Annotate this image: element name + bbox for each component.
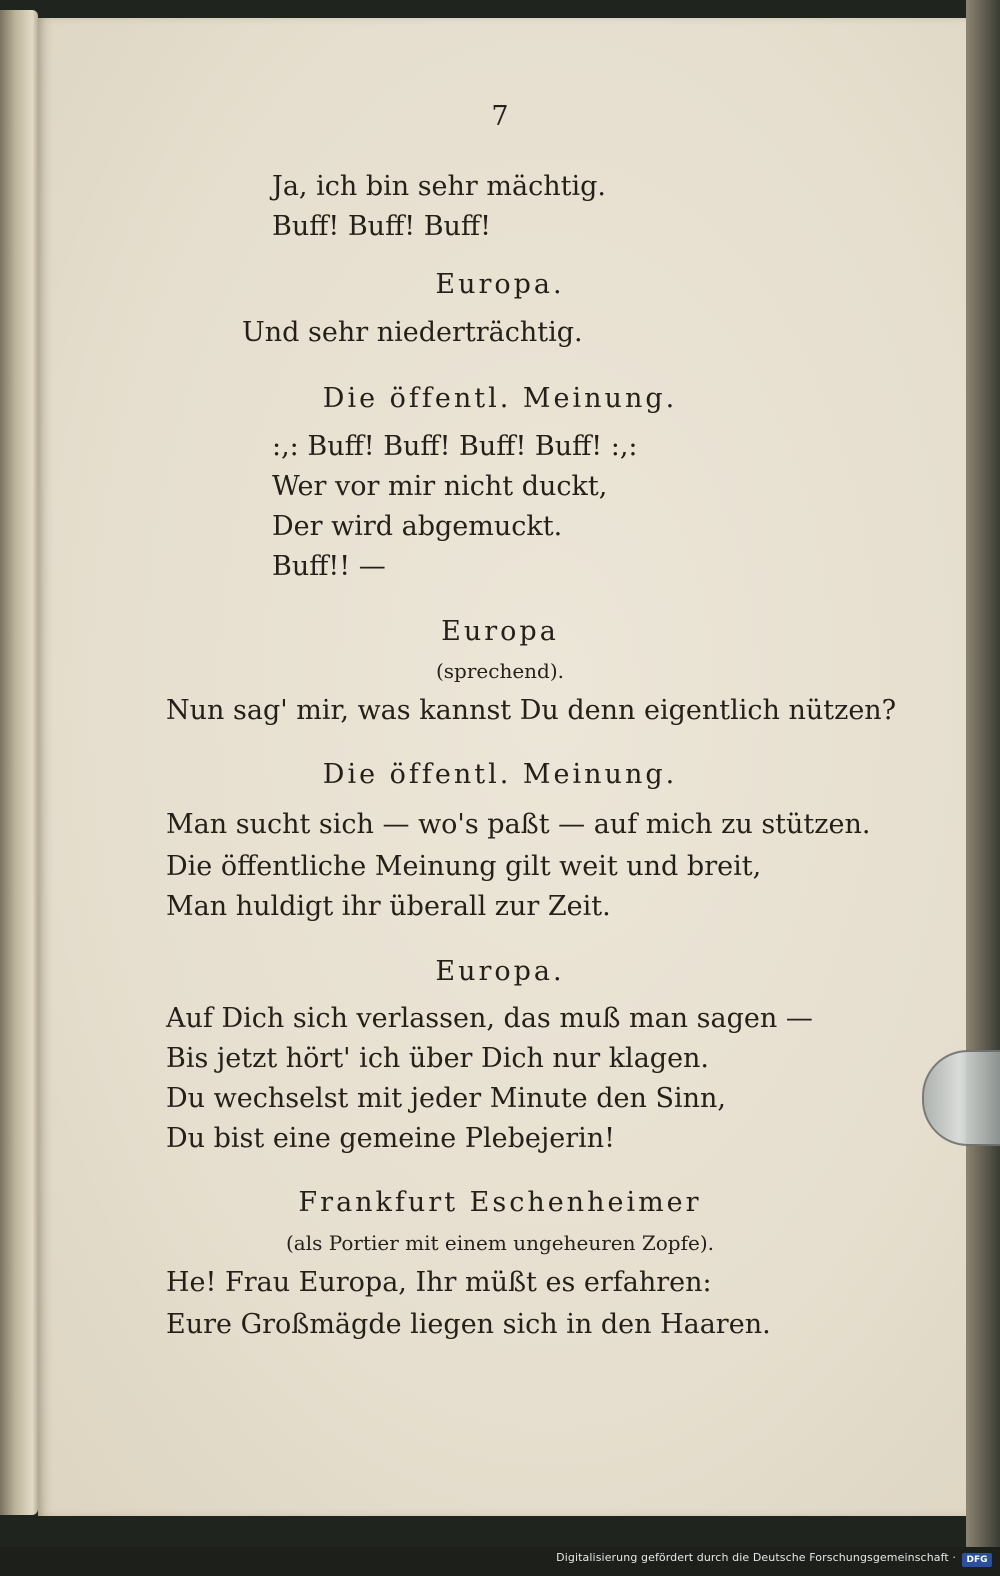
verse-line: Buff!! — [272, 551, 386, 582]
verse-line: Auf Dich sich verlassen, das muß man sagen — [166, 1003, 813, 1034]
verse-line: Wer vor mir nicht duckt, [272, 471, 608, 502]
verse-line: Eure Großmägde liegen sich in den Haaren. [166, 1309, 771, 1340]
speaker-heading: Die öffentl. Meinung. [322, 383, 678, 414]
verse-line: Du wechselst mit jeder Minute den Sinn, [166, 1083, 726, 1114]
right-binding-strip [966, 0, 1000, 1576]
verse-line: Buff! Buff! Buff! [272, 211, 491, 242]
verse-line: He! Frau Europa, Ihr müßt es erfahren: [166, 1267, 712, 1298]
verse-line: Der wird abgemuckt. [272, 511, 563, 542]
stage-direction: (als Portier mit einem ungeheuren Zopfe). [286, 1231, 714, 1255]
speaker-heading: Europa. [435, 956, 565, 987]
speaker-heading: Europa. [435, 269, 565, 300]
verse-line: Die öffentliche Meinung gilt weit und breit, [166, 851, 762, 882]
verse-line: Und sehr niederträchtig. [242, 317, 583, 348]
stage-direction: (sprechend). [435, 659, 565, 683]
verse-line: Man sucht sich — wo's paßt — auf mich zu stützen. [166, 809, 871, 840]
page-number: 7 [491, 101, 509, 132]
verse-line: Du bist eine gemeine Plebejerin! [166, 1123, 615, 1154]
left-page-edge [0, 10, 38, 1515]
dfg-logo: DFG [962, 1553, 992, 1567]
verse-line: Man huldigt ihr überall zur Zeit. [166, 891, 611, 922]
funding-credit: Digitalisierung gefördert durch die Deutsche Forschungsgemeinschaft · [556, 1551, 956, 1564]
verse-line: Ja, ich bin sehr mächtig. [272, 171, 606, 202]
verse-line: Nun sag' mir, was kannst Du denn eigentlich nützen? [166, 695, 897, 726]
page-turn-tab[interactable] [922, 1050, 1000, 1146]
speaker-heading: Die öffentl. Meinung. [322, 759, 678, 790]
speaker-heading: Europa [441, 616, 559, 647]
speaker-heading: Frankfurt Eschenheimer [298, 1187, 702, 1218]
verse-line: Bis jetzt hört' ich über Dich nur klagen. [166, 1043, 710, 1074]
verse-line: :,: Buff! Buff! Buff! Buff! :,: [272, 431, 638, 462]
